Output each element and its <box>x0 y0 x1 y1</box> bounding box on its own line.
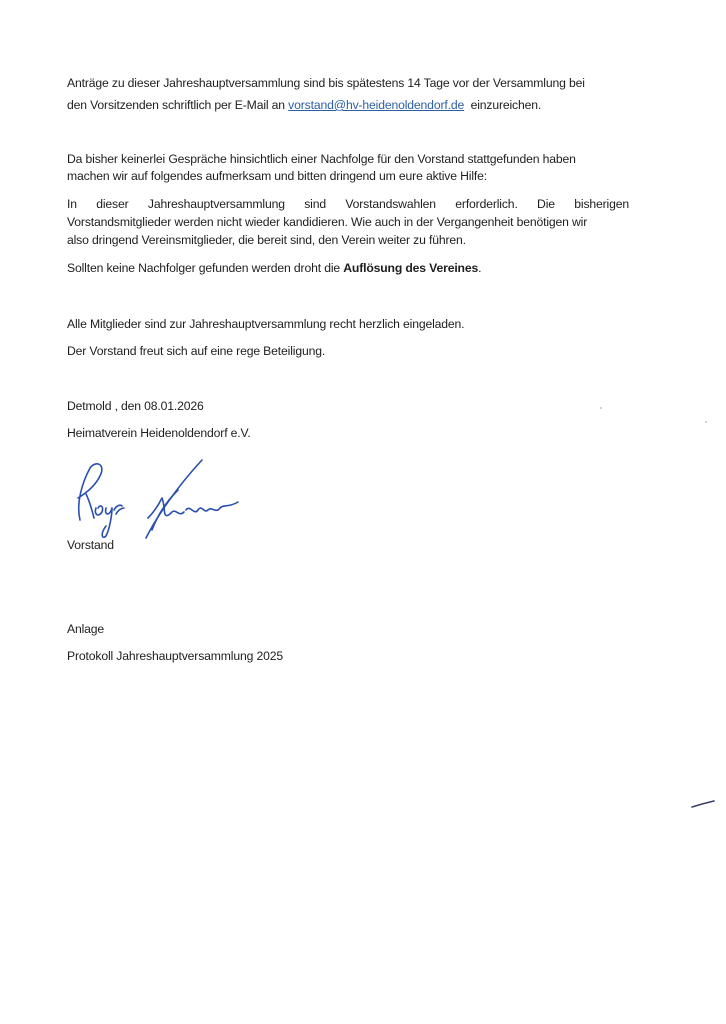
antraege-line-2-suffix: einzureichen. <box>464 98 542 112</box>
organization-name: Heimatverein Heidenoldendorf e.V. <box>67 426 251 440</box>
attachment-item: Protokoll Jahreshauptversammlung 2025 <box>67 649 283 663</box>
email-link[interactable]: vorstand@hv-heidenoldendorf.de <box>288 98 465 112</box>
scan-speck <box>705 421 707 423</box>
scan-speck <box>600 407 602 409</box>
nachfolge-line-1: Da bisher keinerlei Gespräche hinsichtlich einer Nachfolge für den Vorstand stattgefunden haben <box>67 152 576 166</box>
antraege-line-1: Anträge zu dieser Jahreshauptversammlung sind bis spätestens 14 Tage vor der Versammlung bei <box>67 76 585 90</box>
scan-mark <box>690 798 718 810</box>
aufloesung-line <box>67 260 481 276</box>
signature-role: Vorstand <box>67 538 114 552</box>
antraege-line-2 <box>67 97 541 113</box>
handwritten-signature <box>66 458 246 548</box>
wahlen-line-2: Vorstandsmitglieder werden nicht wieder kandidieren. Wie auch in der Vergangenheit benötigen wir <box>67 215 588 229</box>
attachment-label: Anlage <box>67 622 105 636</box>
aufloesung-prefix: Sollten keine Nachfolger gefunden werden droht die <box>67 261 344 275</box>
wahlen-line-3: also dringend Vereinsmitglieder, die bereit sind, den Verein weiter zu führen. <box>67 233 466 247</box>
nachfolge-line-2: machen wir auf folgendes aufmerksam und bitten dringend um eure aktive Hilfe: <box>67 169 487 183</box>
place-date: Detmold , den 08.01.2026 <box>67 399 204 413</box>
closing-line: Der Vorstand freut sich auf eine rege Beteiligung. <box>67 344 326 358</box>
aufloesung-suffix: . <box>478 261 482 275</box>
antraege-line-2-prefix: den Vorsitzenden schriftlich per E-Mail an <box>67 98 289 112</box>
aufloesung-bold: Auflösung des Vereines <box>343 261 479 275</box>
wahlen-line-1: In dieser Jahreshauptversammlung sind Vorstandswahlen erforderlich. Die bisherigen <box>67 197 629 211</box>
invitation-text: Alle Mitglieder sind zur Jahreshauptversammlung recht herzlich eingeladen. <box>67 317 465 331</box>
